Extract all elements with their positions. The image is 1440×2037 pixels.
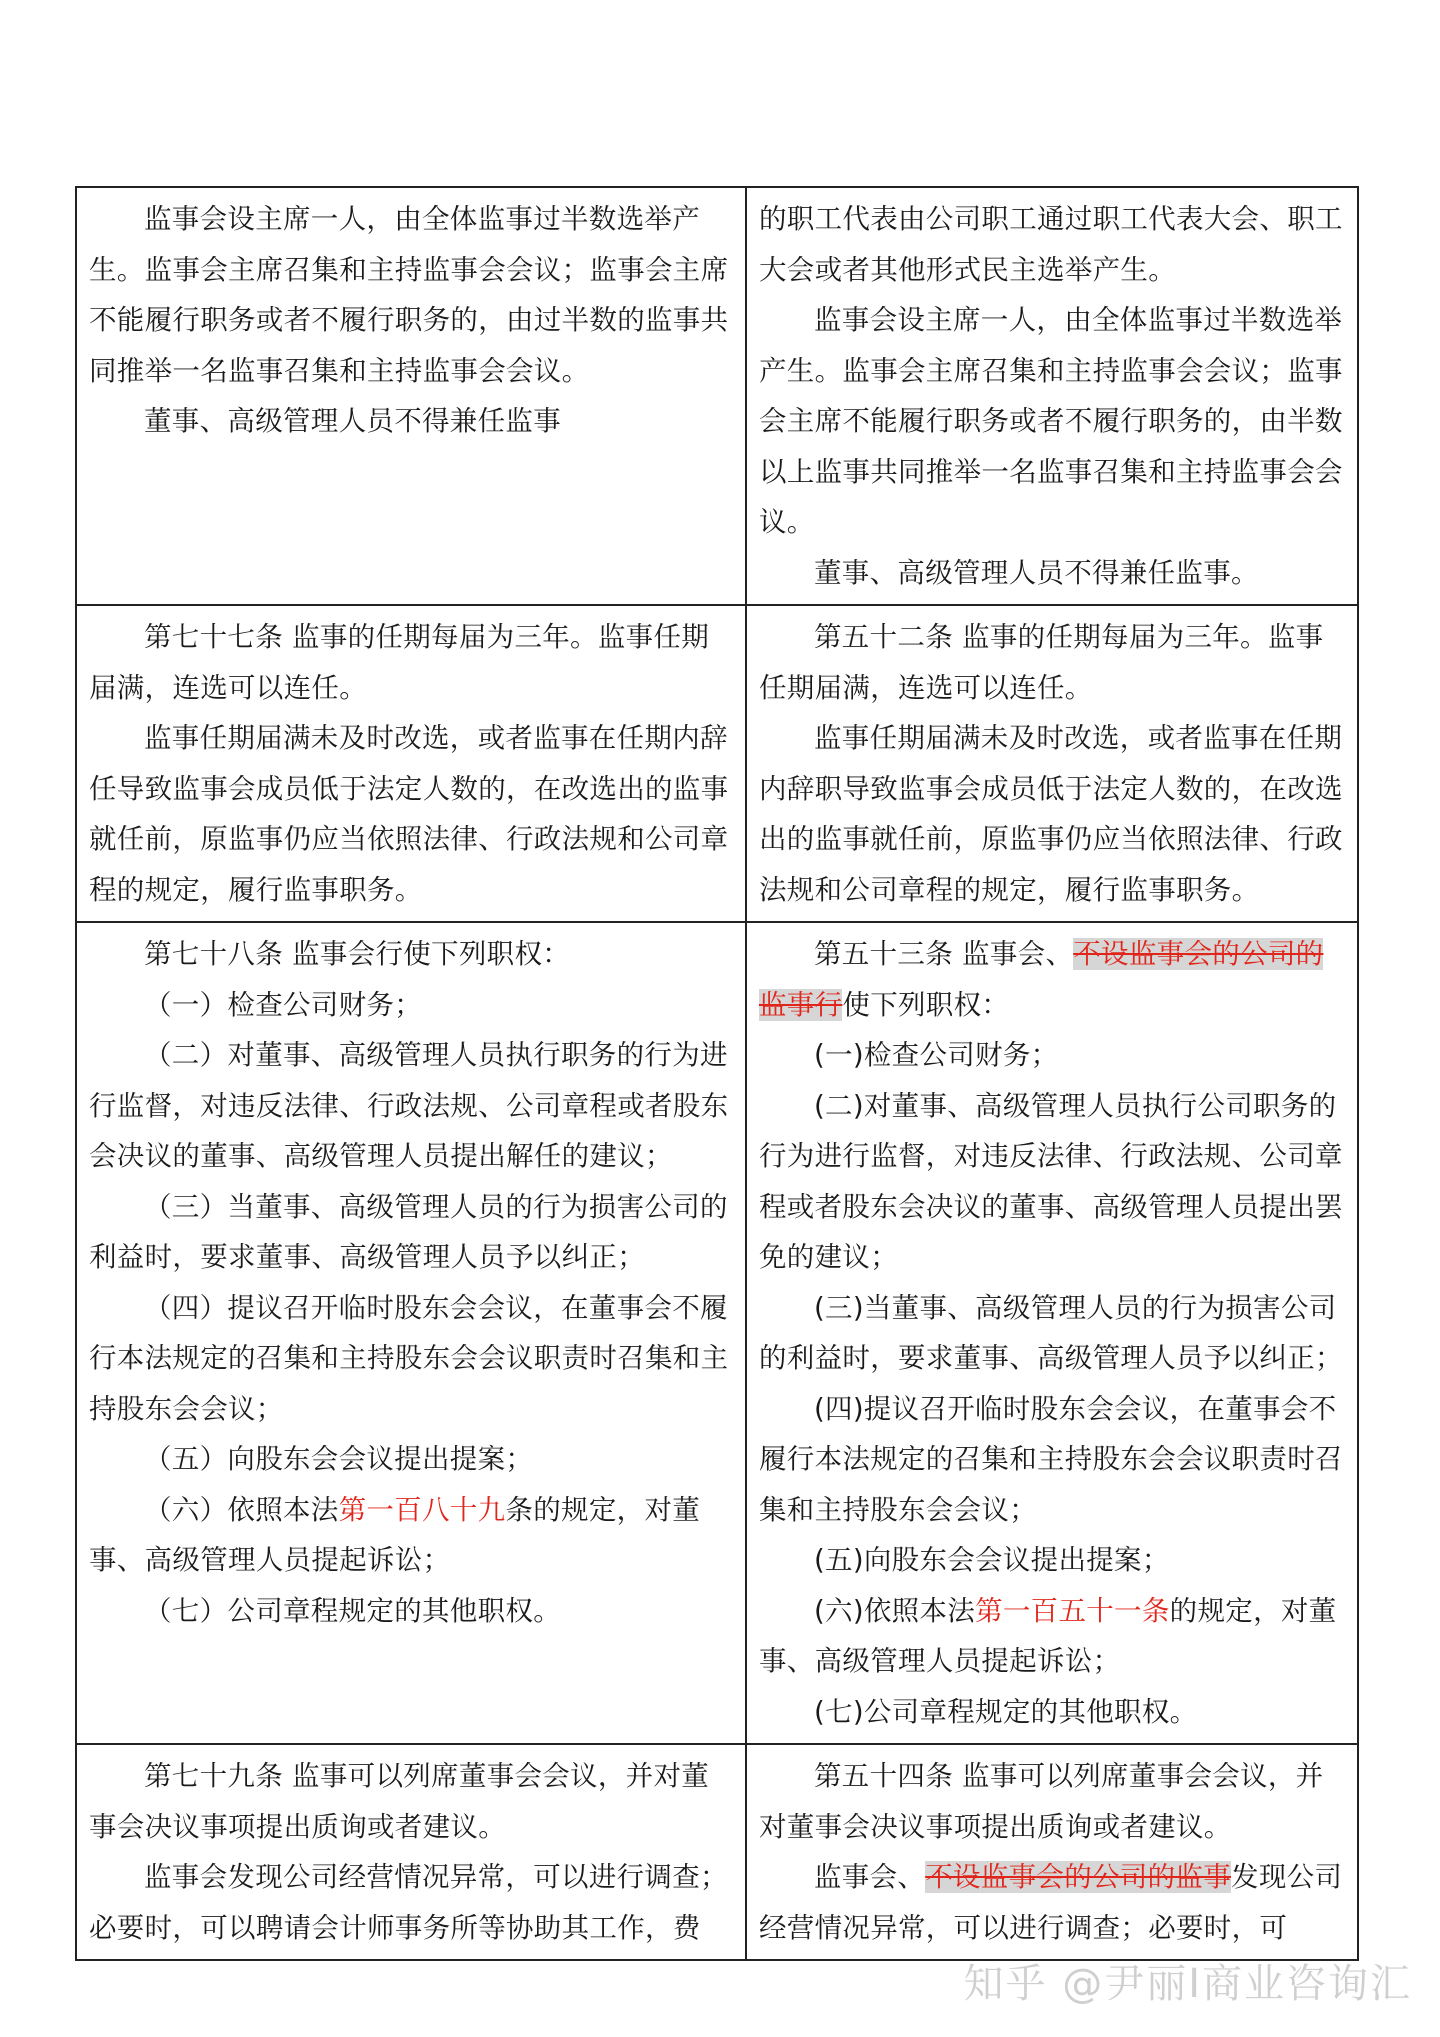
table-row [76,187,1358,605]
article-54: 第五十四条 监事可以列席董事会会议，并对董事会决议事项提出质询或者建议。 [759,1760,1324,1843]
article-77: 第七十七条 监事的任期每届为三年。监事任期届满，连选可以连任。 [89,621,710,704]
article-79: 第七十九条 监事可以列席董事会会议，并对董事会决议事项提出质询或者建议。 [89,1760,710,1843]
text: 使下列职权： [842,988,1010,1021]
list-item [89,1485,735,1586]
right-cell [746,605,1358,922]
article-53 [759,929,1347,1030]
table-row [76,605,1358,922]
text: 的规定，对董事、高级管理人员提起诉讼； [759,1594,1337,1677]
highlighted-reference: 第一百八十九 [338,1493,506,1526]
article-52: 第五十二条 监事的任期每届为三年。监事任期届满，连选可以连任。 [759,621,1324,704]
left-cell [76,605,746,922]
paragraph: 监事任期届满未及时改选，或者监事在任期内辞职导致监事会成员低于法定人数的，在改选出的监事就任前，原监事仍应当依照法律、行政法规和公司章程的规定，履行监事职务。 [759,722,1343,906]
text: (六)依照本法 [814,1594,976,1627]
list-item: (五)向股东会会议提出提案； [814,1544,1170,1576]
right-cell [746,187,1358,605]
paragraph: 董事、高级管理人员不得兼任监事。 [814,556,1259,589]
left-cell [76,1744,746,1960]
list-item: (三)当董事、高级管理人员的行为损害公司的利益时，要求董事、高级管理人员予以纠正； [759,1291,1343,1374]
list-item: （四）提议召开临时股东会会议，在董事会不履行本法规定的召集和主持股东会会议职责时召集和主持股东会会议； [89,1291,729,1425]
paragraph: 的职工代表由公司职工通过职工代表大会、职工大会或者其他形式民主选举产生。 [759,203,1343,286]
text: 条的规定，对董事、高级管理人员提起诉讼； [89,1493,701,1576]
list-item: (四)提议召开临时股东会会议，在董事会不履行本法规定的召集和主持股东会会议职责时召集和主持股东会会议； [759,1392,1343,1526]
left-cell [76,187,746,605]
list-item: (一)检查公司财务； [814,1039,1059,1071]
watermark: 知乎 @尹丽I商业咨询汇 [963,1961,1412,2007]
left-cell [76,922,746,1744]
paragraph: 董事、高级管理人员不得兼任监事 [144,405,561,437]
text: 发现公司经营情况异常，可以进行调查；必要时，可 [759,1861,1343,1944]
article-78: 第七十八条 监事会行使下列职权： [144,938,571,970]
right-cell [746,922,1358,1744]
list-item: （五）向股东会会议提出提案； [144,1443,534,1475]
list-item: (七)公司章程规定的其他职权。 [814,1695,1198,1728]
paragraph: 监事会设主席一人，由全体监事过半数选举产生。监事会主席召集和主持监事会会议；监事会主席不能履行职务或者不履行职务的，由过半数的监事共同推举一名监事召集和主持监事会会议。 [89,203,729,387]
list-item: （二）对董事、高级管理人员执行职务的行为进行监督，对违反法律、行政法规、公司章程或者股东会决议的董事、高级管理人员提出解任的建议； [89,1039,729,1172]
comparison-table [75,186,1359,1961]
text: 第五十三条 监事会、 [814,938,1074,970]
deleted-text: 不设监事会的公司的监事 [925,1861,1232,1893]
paragraph: 监事任期届满未及时改选，或者监事在任期内辞任导致监事会成员低于法定人数的，在改选出的监事就任前，原监事仍应当依照法律、行政法规和公司章程的规定，履行监事职务。 [89,722,729,906]
table-row [76,1744,1358,1960]
list-item: (二)对董事、高级管理人员执行公司职务的行为进行监督，对违反法律、行政法规、公司章程或者股东会决议的董事、高级管理人员提出罢免的建议； [759,1089,1343,1273]
highlighted-reference: 第一百五十一条 [975,1594,1170,1627]
list-item: （一）检查公司财务； [144,988,422,1021]
text: 监事会、 [814,1861,926,1893]
paragraph [759,1852,1347,1953]
table-row [76,922,1358,1744]
deleted-text: 不设监事会的公司的监事行 [759,938,1324,1021]
list-item: （三）当董事、高级管理人员的行为损害公司的利益时，要求董事、高级管理人员予以纠正； [89,1190,728,1273]
right-cell [746,1744,1358,1960]
text: （六）依照本法 [144,1493,339,1526]
paragraph: 监事会设主席一人，由全体监事过半数选举产生。监事会主席召集和主持监事会会议；监事会主席不能履行职务或者不履行职务的，由半数以上监事共同推举一名监事召集和主持监事会会议。 [759,304,1343,538]
paragraph: 监事会发现公司经营情况异常，可以进行调查；必要时，可以聘请会计师事务所等协助其工作，费 [89,1861,728,1944]
list-item [759,1586,1347,1687]
list-item: （七）公司章程规定的其他职权。 [144,1594,561,1627]
